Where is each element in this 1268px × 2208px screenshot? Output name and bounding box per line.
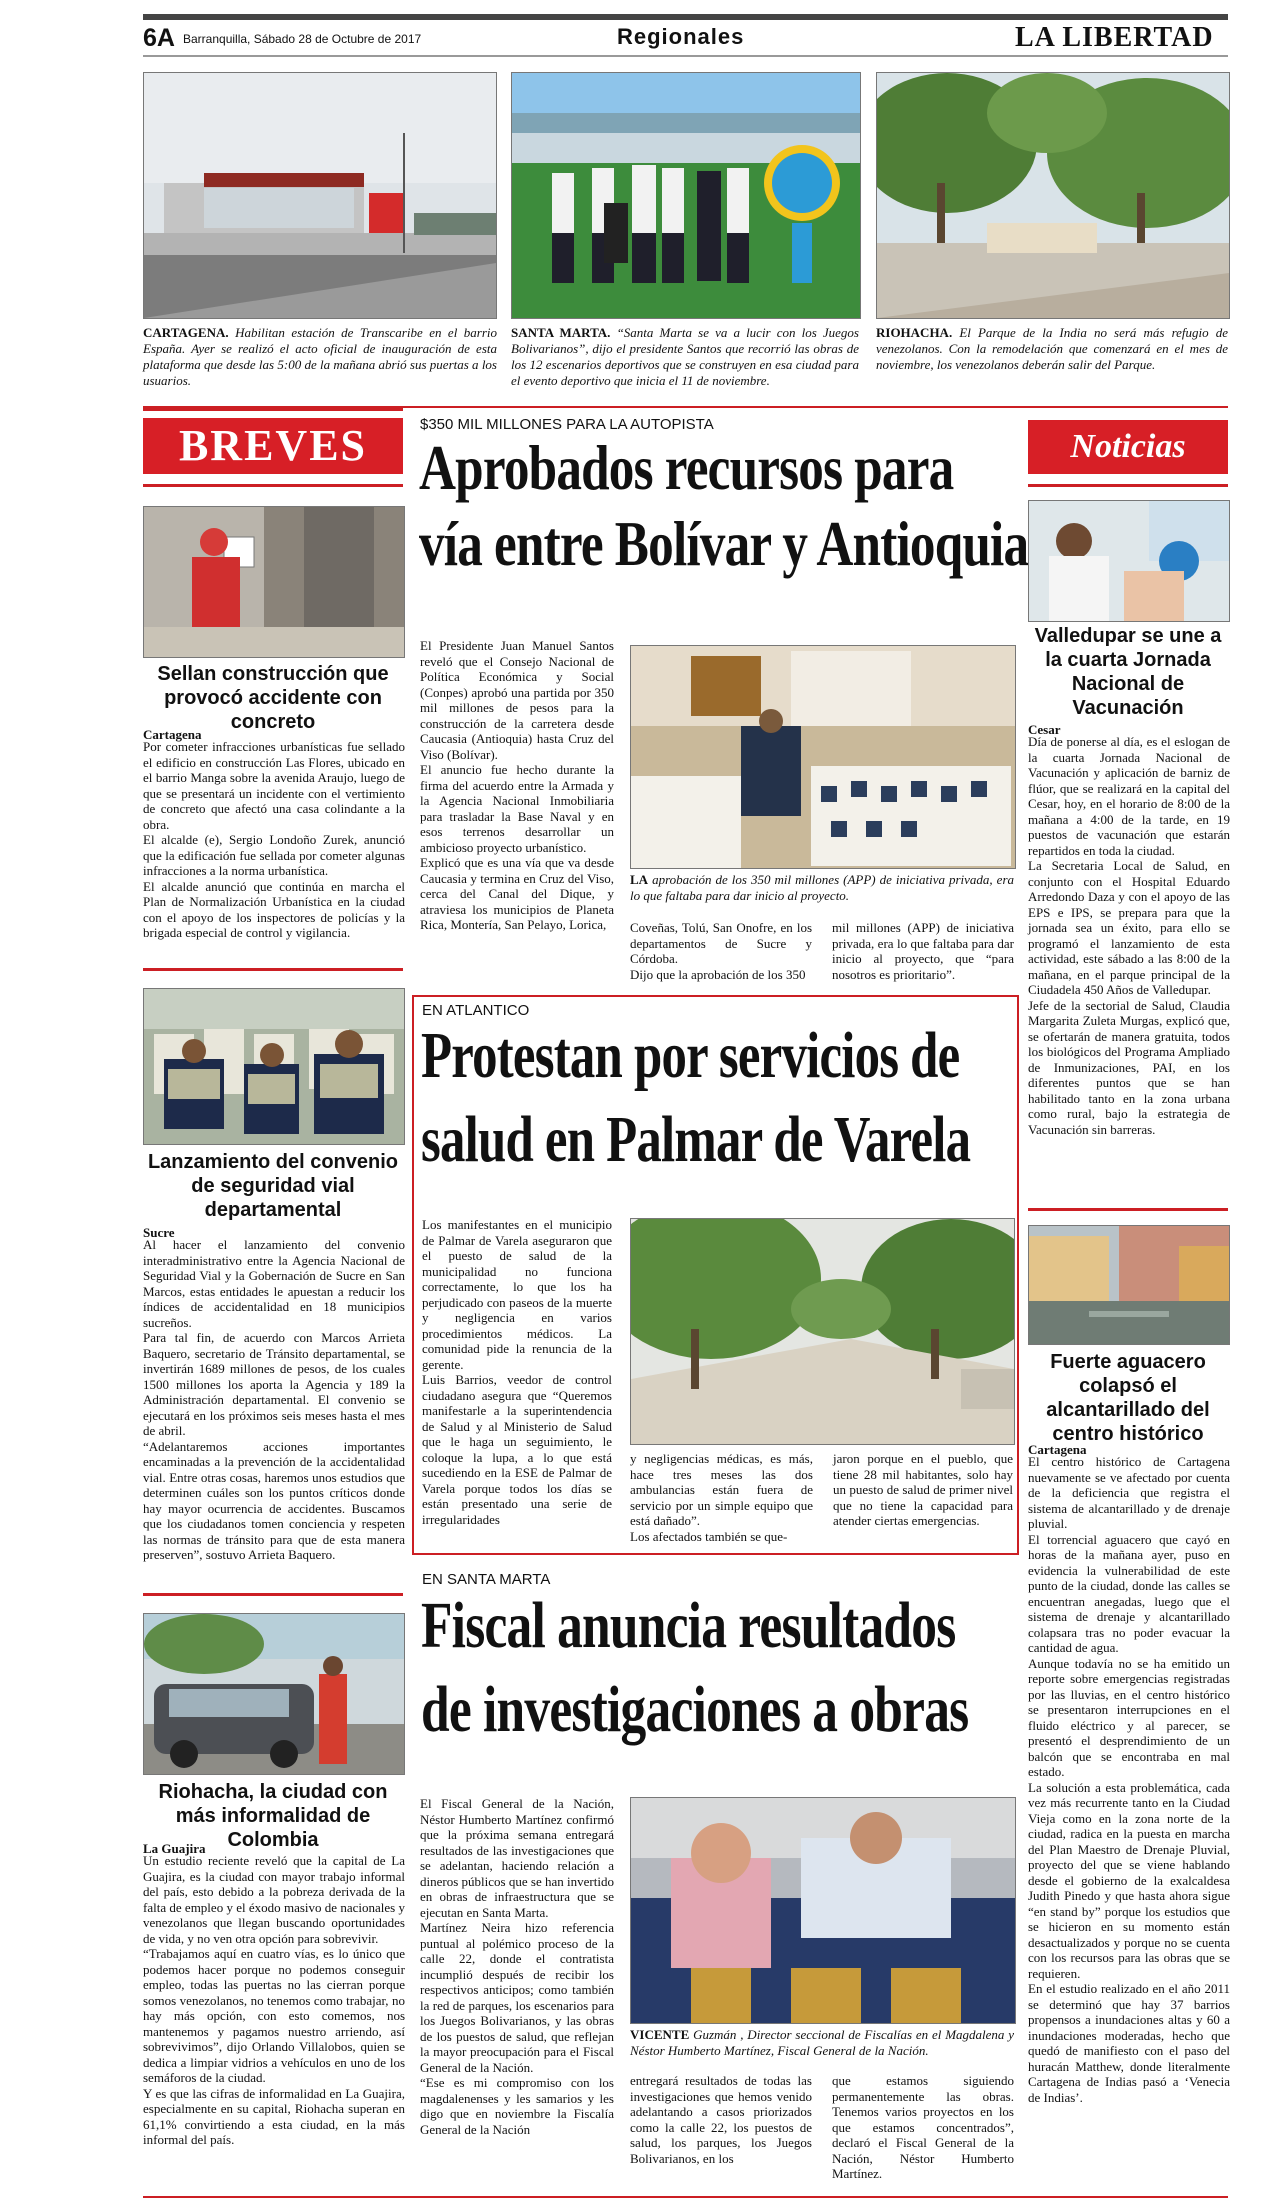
caption-santa-marta: SANTA MARTA. “Santa Marta se va a lucir con los Juegos Bolivarianos”, dijo el presidente Santos que recorrió las obras de los 12 escenarios deportivos que se construyen en esa ciudad para el evento deportivo que inicia el 11 de noviembre. [511,325,859,388]
photo-transcaribe-station [143,72,497,319]
breves-top-rule [143,408,403,411]
article1-col1: El Presidente Juan Manuel Santos reveló que el Consejo Nacional de Política Económica y Social (Conpes) aprobó una partida por 350 mil millones de pesos para la construcción de la carretera desde Caucasia (Antioquia) hasta Cruz del Viso (Bolívar). El anuncio fue hecho durante la firma del acuerdo entre la Armada y la Agencia Nacional Inmobiliaria para trasladar la Base Naval y en esos terrenos desarrollar un ambicioso proyecto urbanístico. Explicó que es una vía que va desde Caucasia y termina en Cruz del Viso, cerca del Canal del Dique, y atraviesa los municipios de Planeta Rica, Montería, San Pelayo, Lorica, [420,638,614,932]
photo-fiscal-general [630,1797,1016,2024]
masthead: LA LIBERTAD [1015,22,1214,53]
article2-headline: Protestan por servicios de salud en Palmar de Varela [421,1019,971,1176]
breve-title-3: Riohacha, la ciudad con más informalidad de Colombia [158,1781,388,1851]
article3-headline: Fiscal anuncia resultados de investigaciones a obras [421,1589,969,1746]
article1-headline: Aprobados recursos para vía entre Bolívar y Antioquia [419,432,1029,579]
section-title: Regionales [617,24,745,49]
noticias-label: Noticias [1028,420,1228,474]
noticia-title-2: Fuerte aguacero colapsó el alcantarillado del centro histórico [1046,1351,1210,1445]
photo-riohacha-informalidad [143,1613,405,1775]
article1-kicker: $350 MIL MILLONES PARA LA AUTOPISTA [420,416,714,433]
photo-vacunacion [1028,500,1230,622]
noticia-divider [1028,1208,1228,1211]
breve-title-2: Lanzamiento del convenio de seguridad vial departamental [147,1151,399,1221]
noticia-body-1: Día de ponerse al día, es el eslogan de la cuarta Jornada Nacional de Vacunación y aplicación de barniz de flúor, que se realizará en la capital del Cesar, hoy, en el horario de 8:00 de la mañana a 4:00 de la tarde, en 19 puestos de vacunación que estarán repartidos en toda la ciudad. La Secretaria Local de Salud, en conjunto con el Hospital Eduardo Arredondo Daza y con el apoyo de las EPS e IPS, se prepara para que la jornada sea un éxito, para ello se programó el lanzamiento de esta actividad, este sábado a las 8:00 de la mañana, en el parque principal de la Ciudadela 450 Años de Valledupar. Jefe de la sectorial de Salud, Claudia Margarita Zuleta Murgas, explicó que, se ofertarán de manera gratuita, todos los biológicos del Programa Ampliado de Inmunizaciones, PAI, en los diferentes puntos que se han habilitado tanto en la zona urbana como rural, bajo la estrategia de Vacunación sin barreras. [1028,734,1230,1137]
article2-kicker: EN ATLANTICO [422,1002,530,1019]
breve-body-1: Por cometer infracciones urbanísticas fue sellado el edificio en construcción Las Flores, ubicado en el barrio Manga sobre la avenida Araujo, luego de que se presentará un incidente con el vertimiento de concreto que afectó una casa colindante a la obra. El alcalde (e), Sergio Londoño Zurek, anunció que la edificación fue sellada por cometer algunas infracciones a la norma urbanística. El alcalde anunció que continúa en marcha el Plan de Normalización Urbanística en la ciudad con el apoyo de los inspectores de policías y la brigada especial de control y vigilancia. [143,739,405,940]
article2-col1: Los manifestantes en el municipio de Palmar de Varela aseguraron que el puesto de salud de la municipalidad no funciona correctamente, lo que los ha perjudicado con paseos de la muerte y negligencia en varios procedimientos médicos. La comunidad pide la renuncia de la gerente. Luis Barrios, veedor de control ciudadano asegura que “Queremos manifestarle a la superintendencia de Salud y al Ministerio de Salud que le haga un seguimiento, le coloque la lupa, a lo que está sucediendo en la ESE de Palmar de Varela porque todos los días se están presentado una serie de irregularidades [422,1217,612,1527]
photo-palmar-de-varela [630,1218,1015,1445]
breve-title-1: Sellan construcción que provocó accidente con concreto [157,663,389,733]
article2-col3: jaron porque en el pueblo, que tiene 28 mil habitantes, solo hay un puesto de salud de primer nivel que no tiene la capacidad para atender ciertas emergencias. [833,1451,1013,1528]
photo-sellan-construccion [143,506,405,658]
article3-col3: que estamos siguiendo permanentemente las obras. Tenemos varios proyectos en los que estamos concentrados”, declaró el Fiscal General de la Nación, Néstor Humberto Martínez. [832,2073,1014,2181]
article2-col2: y negligencias médicas, es más, hace tres meses las dos ambulancias están fuera de servicio por un simple equipo que está dañado”. Los afectados también se que- [630,1451,813,1544]
breve-divider-1 [143,968,403,971]
photo-seguridad-vial [143,988,405,1145]
article1-col3: mil millones (APP) de iniciativa privada, era lo que faltaba para dar inicio al proyecto, que “para nosotros es prioritario”. [832,920,1014,982]
page-date: Barranquilla, Sábado 28 de Octubre de 2017 [183,32,422,46]
article1-photo-caption: LA aprobación de los 350 mil millones (APP) de iniciativa privada, era lo que faltaba para dar inicio al proyecto. [630,872,1014,903]
breve-divider-2 [143,1593,403,1596]
article3-col2: entregará resultados de todas las investigaciones que hemos venido adelantando a casos priorizados como la calle 22, los puestos de salud, los parques, los Juegos Bolivarianos, en los [630,2073,812,2166]
photo-aguacero-centro-historico [1028,1225,1230,1345]
section-red-rule [143,406,1228,408]
article1-col2: Coveñas, Tolú, San Onofre, en los departamentos de Sucre y Córdoba. Dijo que la aprobación de los 350 [630,920,812,982]
breve-place-3: La Guajira [143,1841,206,1856]
breve-body-2: Al hacer el lanzamiento del convenio interadministrativo entre la Agencia Nacional de Seguridad Vial y la Gobernación de Sucre en San Marcos, estas entidades le apuestan a reducir los índices de accidentalidad en 18 municipios sucreños. Para tal fin, de acuerdo con Marcos Arrieta Baquero, secretario de Tránsito departamental, se invertirán 1689 millones de pesos, de los cuales 1500 millones los aporta la Agencia y 189 la Administración departamental. El convenio se ejecutará en los próximos seis meses hasta el mes de abril. “Adelantaremos acciones importantes encaminadas a la prevención de la accidentalidad vial. Entre otras cosas, haremos unos estudios que determinen cuáles son los puntos críticos donde hay mayor ocurrencia de accidentes. Buscamos que los ciudadanos tomen conciencia y respeten las normas de tránsito para que de esta manera preserven”, sostuvo Arrieta Baquero. [143,1237,405,1562]
noticia-place-2: Cartagena [1028,1442,1087,1457]
page-number: 6A [143,24,175,52]
noticia-title-1: Valledupar se une a la cuarta Jornada Nacional de Vacunación [1034,625,1222,719]
photo-santos-conpes [630,645,1016,869]
photo-parque-india [876,72,1230,319]
footer-rule [143,2196,1228,2198]
header-bottom-rule [143,55,1228,57]
caption-riohacha: RIOHACHA. El Parque de la India no será más refugio de venezolanos. Con la remodelación que comenzará en el mes de noviembre, los venezolanos deberán salir del Parque. [876,325,1229,372]
breves-label: BREVES [143,418,403,474]
article3-kicker: EN SANTA MARTA [422,1571,551,1588]
article3-col1: El Fiscal General de la Nación, Néstor Humberto Martínez confirmó que la próxima semana entregará resultados de las investigaciones que se adelantan, haciendo relación a dineros públicos que se han invertido en obras de infraestructura que se ejecutan en Santa Marta. Martínez Neira hizo referencia puntual al polémico proceso de la calle 22, donde el contratista incumplió después de recibir los respectivos anticipos; como también la red de parques, los escenarios para los Juegos Bolivarianos, y las obras de los puestos de salud, que reflejan la mayor preocupación para el Fiscal General de la Nación. “Ese es mi compromiso con los magdalenenses y les samarios y les digo que en noviembre la Fiscalía General de la Nación [420,1796,614,2137]
noticia-body-2: El centro histórico de Cartagena nuevamente se ve afectado por cuenta de la deficiencia que registra el sistema de alcantarillado y de drenaje pluvial. El torrencial aguacero que cayó en horas de la mañana ayer, puso en evidencia la vulnerabilidad de este punto de la ciudad, donde las calles se encuentran anegadas, luego que el sistema de drenaje y alcantarillado colapsara tras no poder evacuar la cantidad de agua. Aunque todavía no se ha emitido un reporte sobre emergencias registradas por las lluvias, en el centro histórico se presentaron interrupciones en el fluido eléctrico y al parecer, se presentó el desprendimiento de un balcón que se encontraba en mal estado. La solución a esta problemática, cada vez más recurrente tanto en la Ciudad Vieja como en la zona norte de la ciudad, radica en la puesta en marcha del Plan Maestro de Drenaje Pluvial, proyecto del que se viene hablando desde el gobierno de la exalcaldesa Judith Pinedo y que hasta ahora sigue “en stand by” porque los estudios que se hicieron en su momento están desactualizados y porque no se cuenta con los recursos para las obras que se requieren. En el estudio realizado en el año 2011 se determinó que hay 37 barrios propensos a inundaciones altas y 60 a inundaciones moderadas, hecho que quedó de manifiesto con el paso del huracán Matthew, donde literalmente Cartagena de Indias pasó a ‘Venecia de Indias’. [1028,1454,1230,2105]
breve-place-2: Sucre [143,1225,175,1240]
breve-body-3: Un estudio reciente reveló que la capital de La Guajira, es la ciudad con mayor trabajo informal del país, esto debido a la pobreza derivada de la falta de empleo y el éxodo masivo de nacionales y venezolanos que llegan buscando oportunidades de vida, y no ven otra opción para sobrevivir. “Trabajamos aquí en cuatro vías, es lo único que podemos hacer porque no podemos conseguir empleo, todas las puertas no las cierran porque somos venezolanos, no tenemos como trabajar, no hay más opción, con esto comemos, nos mantenemos y pagamos nuestro arriendo, así sobrevivimos”, dijo Orlando Villalobos, quien se dedica a limpiar vidrios a vehículos en uno de los semáforos de la ciudad. Y es que las cifras de informalidad en La Guajira, especialmente en su capital, Riohacha superan en 61,1% convirtiendo a esta ciudad, en la más informal del país. [143,1853,405,2147]
header-top-rule [143,14,1228,20]
photo-santa-marta-ceremony [511,72,861,319]
breve-place-1: Cartagena [143,727,202,742]
noticias-rule [1028,484,1228,487]
article3-photo-caption: VICENTE Guzmán , Director seccional de Fiscalías en el Magdalena y Néstor Humberto Martínez, Fiscal General de la Nación. [630,2027,1014,2058]
breves-rule [143,484,403,487]
noticia-place-1: Cesar [1028,722,1061,737]
caption-cartagena: CARTAGENA. Habilitan estación de Transcaribe en el barrio España. Ayer se realizó el acto oficial de inauguración de esta plataforma que desde las 5:00 de la mañana abrió sus puertas a los usuarios. [143,325,498,388]
